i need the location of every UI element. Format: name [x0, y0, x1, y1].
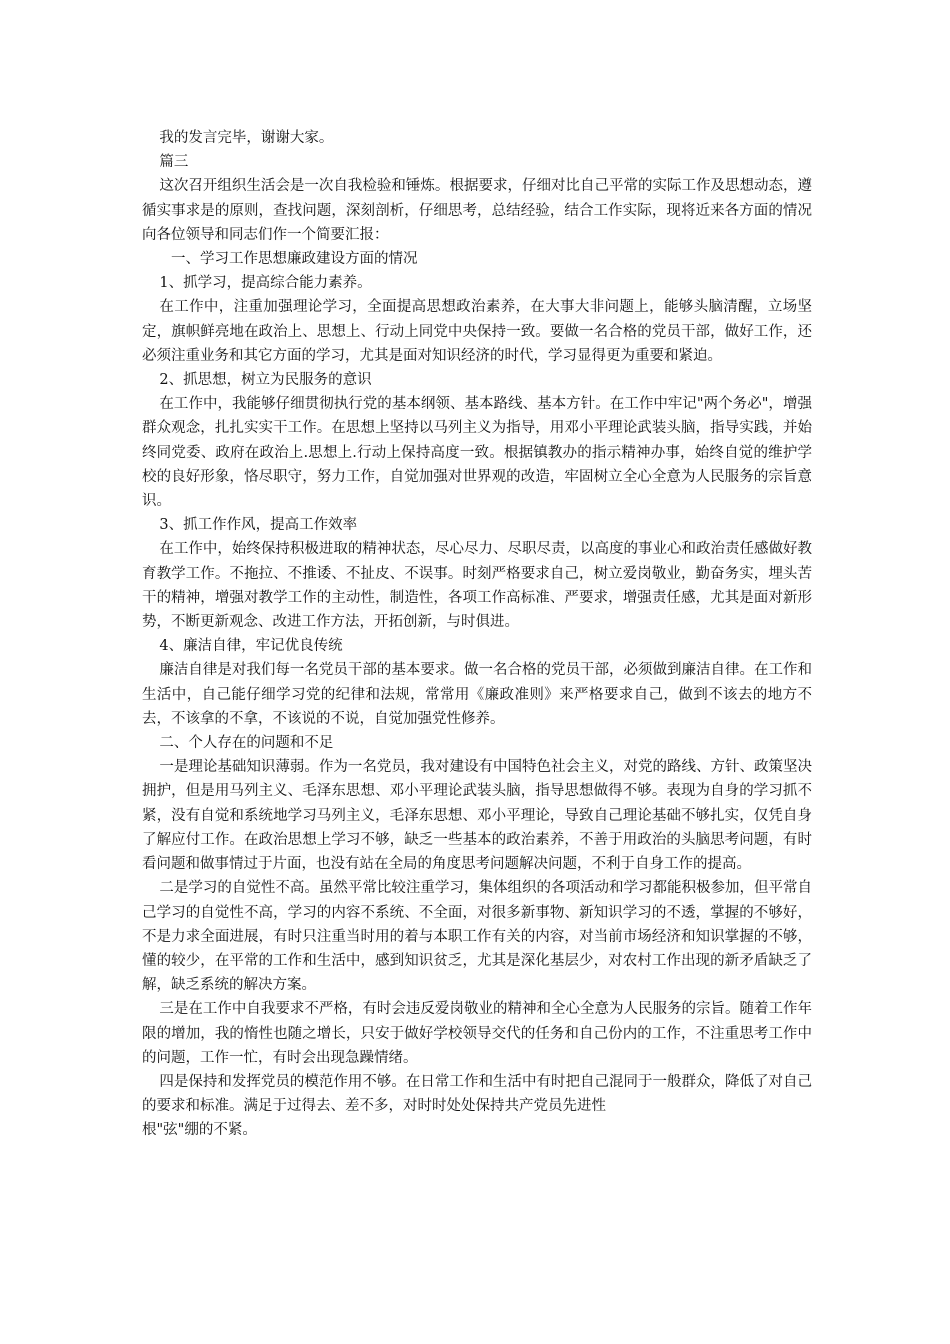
- document-page: [142, 126, 812, 1143]
- paragraph-2: 在工作中，我能够仔细贯彻执行党的基本纲领、基本路线、基本方针。在工作中牢记"两个务必"，增强群众观念，扎扎实实干工作。在思想上坚持以马列主义为指导，用邓小平理论武装头脑，指导实践，并始终同党委、政府在政治上.思想上.行动上保持高度一致。根据镇教办的指示精神办事，始终自觉的维护学校的良好形象，恪尽职守，努力工作，自觉加强对世界观的改造，牢固树立全心全意为人民服务的宗旨意识。: [142, 396, 812, 510]
- problem-1: 一是理论基础知识薄弱。作为一名党员，我对建设有中国特色社会主义，对党的路线、方针、政策坚决拥护，但是用马列主义、毛泽东思想、邓小平理论武装头脑，指导思想做得不够。表现为自身的学习抓不紧，没有自觉和系统地学习马列主义，毛泽东思想、邓小平理论，导致自己理论基础不够扎实，仅凭自身了解应付工作。在政治思想上学习不够，缺乏一些基本的政治素养，不善于用政治的头脑思考问题，有时看问题和做事情过于片面，也没有站在全局的角度思考问题解决问题，不利于自身工作的提高。: [142, 759, 812, 873]
- paragraph-1: 在工作中，注重加强理论学习，全面提高思想政治素养，在大事大非问题上，能够头脑清醒，立场坚定，旗帜鲜亮地在政治上、思想上、行动上同党中央保持一致。要做一名合格的党员干部，做好工作，还必须注重业务和其它方面的学习，尤其是面对知识经济的时代，学习显得更为重要和紧迫。: [142, 299, 812, 364]
- problem-4: 四是保持和发挥党员的模范作用不够。在日常工作和生活中有时把自己混同于一般群众，降低了对自己的要求和标准。满足于过得去、差不多，对时时处处保持共产党员先进性: [142, 1073, 812, 1115]
- subheading-3: 3、抓工作作风，提高工作效率: [159, 517, 358, 534]
- intro-paragraph: 这次召开组织生活会是一次自我检验和锤炼。根据要求，仔细对比自己平常的实际工作及思想动态，遵循实事求是的原则，查找问题，深刻剖析，仔细思考，总结经验，结合工作实际，现将近来各方面的情况向各位领导和同志们作一个简要汇报：: [142, 178, 812, 243]
- paragraph-4: 廉洁自律是对我们每一名党员干部的基本要求。做一名合格的党员干部，必须做到廉洁自律。在工作和生活中，自己能仔细学习党的纪律和法规，常常用《廉政准则》来严格要求自己，做到不该去的地方不去，不该拿的不拿，不该说的不说，自觉加强党性修养。: [142, 662, 812, 727]
- heading-part-one: 一、学习工作思想廉政建设方面的情况: [171, 251, 418, 268]
- problem-4-continuation: 根"弦"绷的不紧。: [142, 1122, 257, 1139]
- subheading-4: 4、廉洁自律，牢记优良传统: [159, 638, 343, 655]
- problem-3: 三是在工作中自我要求不严格，有时会违反爱岗敬业的精神和全心全意为人民服务的宗旨。随着工作年限的增加，我的惰性也随之增长，只安于做好学校领导交代的任务和自己份内的工作，不注重思考工作中的问题，工作一忙，有时会出现急躁情绪。: [142, 1001, 812, 1066]
- subheading-1: 1、抓学习，提高综合能力素养。: [159, 275, 372, 292]
- paragraph-3: 在工作中，始终保持积极进取的精神状态，尽心尽力、尽职尽责，以高度的事业心和政治责任感做好教育教学工作。不拖拉、不推诿、不扯皮、不误事。时刻严格要求自己，树立爱岗敬业，勤奋务实，埋头苦干的精神，增强对教学工作的主动性，制造性，各项工作高标准、严要求，增强责任感，尤其是面对新形势，不断更新观念、改进工作方法，开拓创新，与时俱进。: [142, 541, 812, 631]
- closing-remark: 我的发言完毕，谢谢大家。: [159, 130, 334, 146]
- heading-part-two: 二、个人存在的问题和不足: [159, 735, 334, 752]
- section-title: 篇三: [159, 154, 189, 171]
- problem-2: 二是学习的自觉性不高。虽然平常比较注重学习，集体组织的各项活动和学习都能积极参加，但平常自己学习的自觉性不高，学习的内容不系统、不全面，对很多新事物、新知识学习的不透，掌握的不够好，不是力求全面进展，有时只注重当时用的着与本职工作有关的内容，对当前市场经济和知识掌握的不够，懂的较少，在平常的工作和生活中，感到知识贫乏，尤其是深化基层少，对农村工作出现的新矛盾缺乏了解，缺乏系统的解决方案。: [142, 880, 812, 994]
- subheading-2: 2、抓思想，树立为民服务的意识: [159, 372, 372, 389]
